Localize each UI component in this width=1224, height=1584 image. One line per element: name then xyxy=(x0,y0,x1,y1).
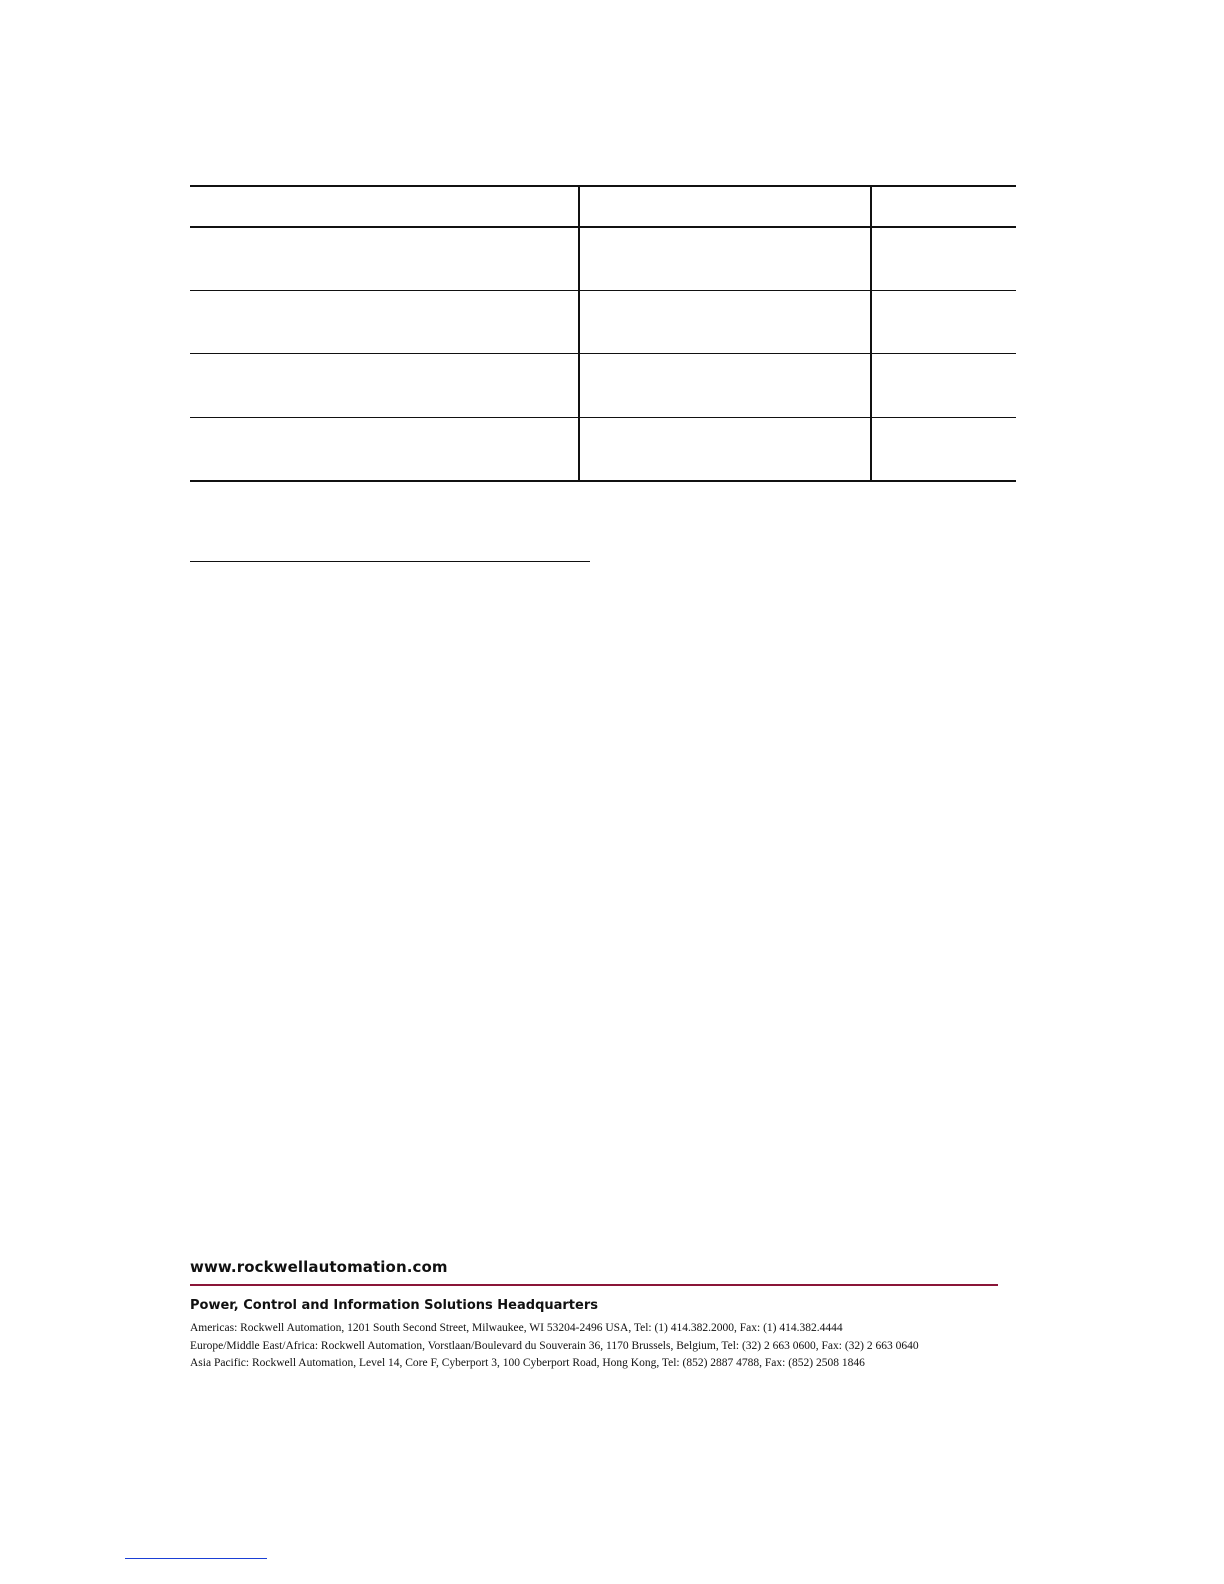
footer-heading: Power, Control and Information Solutions Headquarters xyxy=(190,1298,598,1313)
table-row-divider xyxy=(190,290,1016,291)
signature-line xyxy=(190,561,590,562)
table-column-divider xyxy=(870,187,872,480)
table-row-divider xyxy=(190,353,1016,354)
page-mark-line xyxy=(125,1558,267,1559)
table-header-rule xyxy=(190,226,1016,228)
address-asia-pacific: Asia Pacific: Rockwell Automation, Level 14, Core F, Cyberport 3, 100 Cyberport Road, Hong Kong, Tel: (852) 2887 4788, Fax: (852) 2508 1846 xyxy=(190,1357,865,1369)
address-americas: Americas: Rockwell Automation, 1201 South Second Street, Milwaukee, WI 53204-2496 USA, Tel: (1) 414.382.2000, Fax: (1) 414.382.4444 xyxy=(190,1322,843,1334)
footer xyxy=(190,1256,998,1373)
address-list xyxy=(190,1320,998,1373)
website-link[interactable]: www.rockwellautomation.com xyxy=(190,1258,448,1276)
revision-table xyxy=(190,185,1016,482)
footer-rule xyxy=(190,1284,998,1286)
table-column-divider xyxy=(578,187,580,480)
table-row-divider xyxy=(190,417,1016,418)
address-emea: Europe/Middle East/Africa: Rockwell Automation, Vorstlaan/Boulevard du Souverain 36, 1170 Brussels, Belgium, Tel: (32) 2 663 0600, Fax: (32) 2 663 0640 xyxy=(190,1339,919,1352)
